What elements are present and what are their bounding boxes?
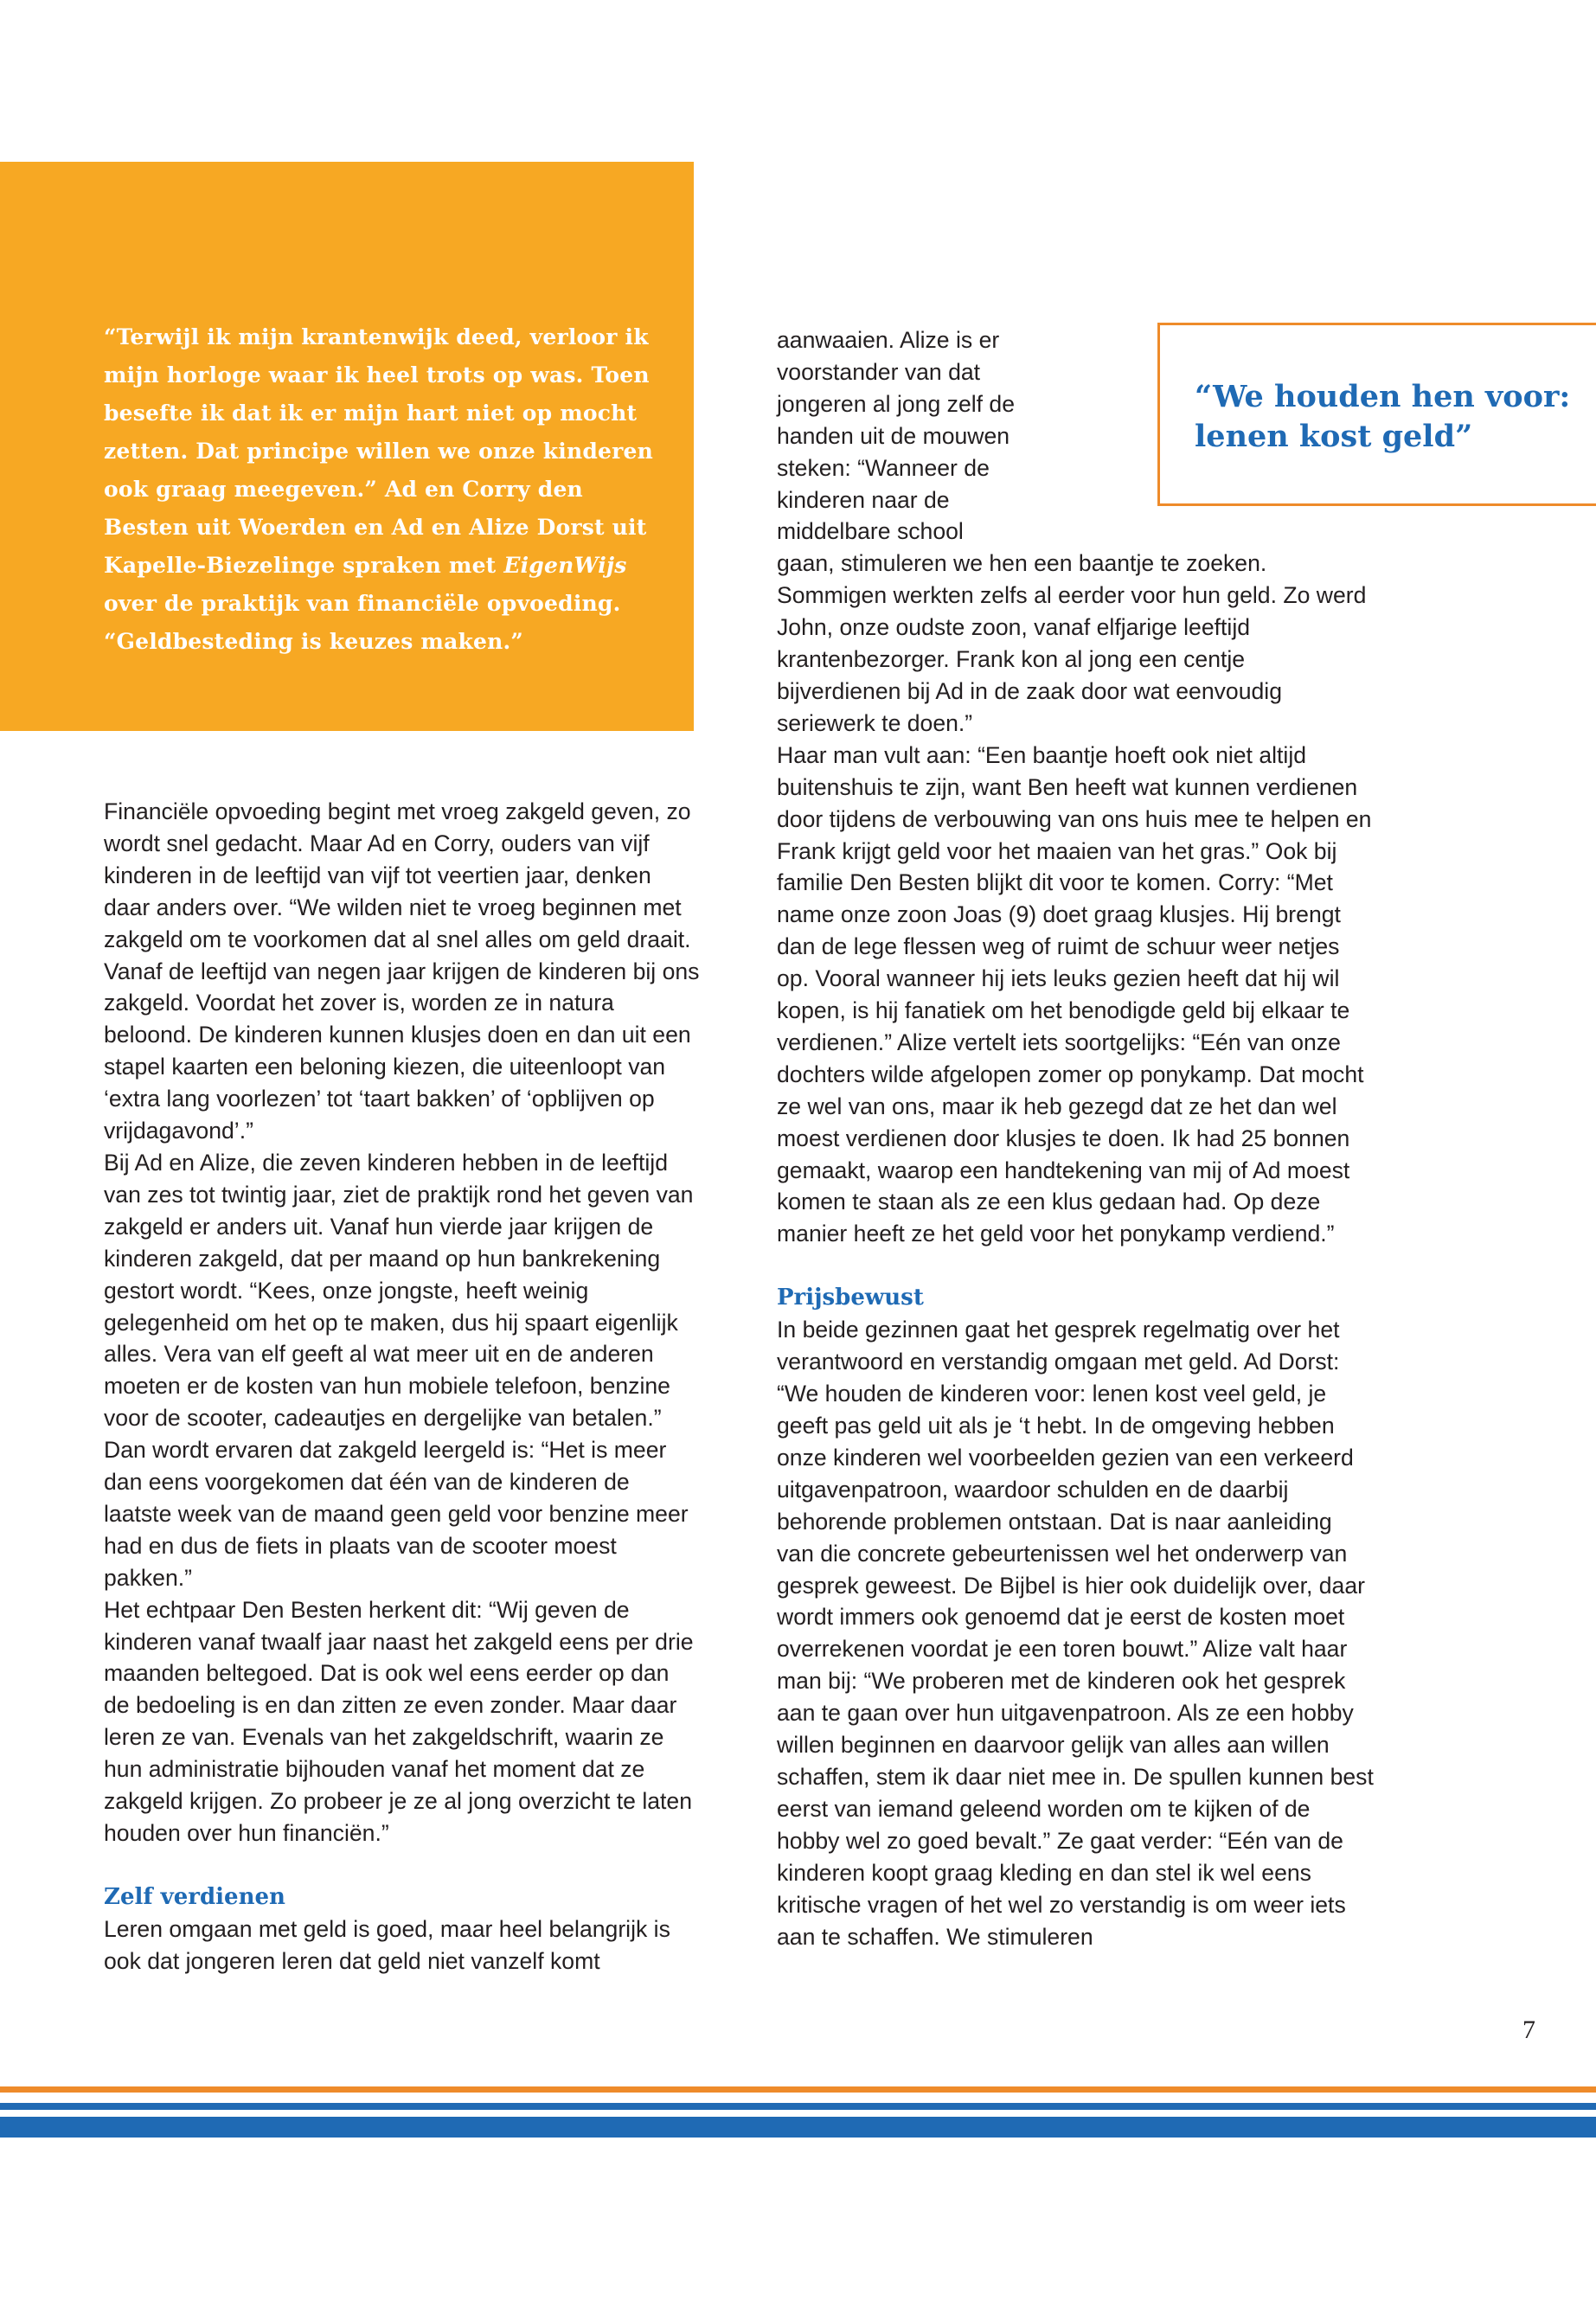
- spacer: [104, 1849, 701, 1881]
- right-column: [777, 324, 1374, 1952]
- footer-stripe-blue-thick: [0, 2117, 1596, 2138]
- magazine-name: EigenWijs: [503, 553, 627, 578]
- spacer: [777, 1250, 1374, 1282]
- left-paragraph-2: Bij Ad en Alize, die zeven kinderen hebben in de leeftijd van zes tot twintig jaar, ziet de praktijk rond het geven van zakgeld er anders uit. Vanaf hun vierde jaar krijgen de kinderen zakgeld, dat per maand op hun bankrekening gestort wordt. “Kees, onze jongste, heeft weinig gelegenheid om het op te maken, dus hij spaart eigenlijk alles. Vera van elf geeft al wat meer uit en de anderen moeten er de kosten van hun mobiele telefoon, benzine voor de scooter, cadeautjes en dergelijke van betalen.” Dan wordt ervaren dat zakgeld leergeld is: “Het is meer dan eens voorgekomen dat één van de kinderen de laatste week van de maand geen geld voor benzine meer had en dus de fiets in plaats van de scooter moest pakken.”: [104, 1149, 694, 1591]
- footer-stripe-blue-thin: [0, 2103, 1596, 2110]
- pull-quote-text: “We houden hen voor: lenen kost geld”: [1195, 379, 1571, 454]
- footer-stripe-orange: [0, 2086, 1596, 2093]
- left-paragraph-4: Leren omgaan met geld is goed, maar heel belangrijk is ook dat jongeren leren dat geld niet vanzelf komt: [104, 1915, 670, 1974]
- right-paragraph-2: Haar man vult aan: “Een baantje hoeft ook niet altijd buitenshuis te zijn, want Ben heeft wat kunnen verdienen door tijdens de verbouwing van ons huis mee te helpen en Frank krijgt geld voor het maaien van het gras.” Ook bij familie Den Besten blijkt dit voor te komen. Corry: “Met name onze zoon Joas (9) doet graag klusjes. Hij brengt dan de lege flessen weg of ruimt de schuur weer netjes op. Vooral wanneer hij iets leuks gezien heeft dat hij wil kopen, is hij fanatiek om het benodigde geld bij elkaar te verdienen.” Alize vertelt iets soortgelijks: “Eén van onze dochters wilde afgelopen zomer op ponykamp. Dat mocht ze wel van ons, maar ik heb gezegd dat ze het dan wel moest verdienen door klusjes te doen. Ik had 25 bonnen gemaakt, waarop een handtekening van mij of Ad moest komen te staan als ze een klus gedaan had. Op deze manier heeft ze het geld voor het ponykamp verdiend.”: [777, 741, 1372, 1247]
- intro-text-end: over de praktijk van financiële opvoeding. “Geldbesteding is keuzes maken.”: [104, 591, 621, 654]
- left-paragraph-1: Financiële opvoeding begint met vroeg zakgeld geven, zo wordt snel gedacht. Maar Ad en Corry, ouders van vijf kinderen in de leeftijd van vijf tot veertien jaar, denken daar anders over. “We wilden niet te vroeg beginnen met zakgeld om te voorkomen dat al snel alles om geld draait. Vanaf de leeftijd van negen jaar krijgen de kinderen bij ons zakgeld. Voordat het zover is, worden ze in natura beloond. De kinderen kunnen klusjes doen en dan uit een stapel kaarten een beloning kiezen, die uiteenloopt van ‘extra lang voorlezen’ tot ‘taart bakken’ of ‘opblijven op vrijdagavond’.”: [104, 798, 700, 1144]
- intro-text-start: “Terwijl ik mijn krantenwijk deed, verloor ik mijn horloge waar ik heel trots op was. Toen besefte ik dat ik er mijn hart niet op mocht zetten. Dat principe willen we onze kinderen ook graag meegeven.” Ad en Corry den Besten uit Woerden en Ad en Alize Dorst uit Kapelle-Biezelinge spraken met: [104, 324, 653, 578]
- heading-zelf-verdienen: Zelf verdienen: [104, 1883, 285, 1910]
- pull-quote-gap: [1019, 324, 1374, 516]
- intro-text: [104, 318, 668, 661]
- right-paragraph-1: aanwaaien. Alize is er voorstander van dat jongeren al jong zelf de handen uit de mouwen steken: “Wanneer de kinderen naar de middelbare school gaan, stimuleren we hen een baantje te zoeken. Sommigen werkten zelfs al eerder voor hun geld. Zo werd John, onze oudste zoon, vanaf elfjarige leeftijd krantenbezorger. Frank kon al jong een centje bijverdienen bij Ad in de zaak door wat eenvoudig seriewerk te doen.”: [777, 327, 1367, 736]
- left-paragraph-3: Het echtpaar Den Besten herkent dit: “Wij geven de kinderen vanaf twaalf jaar naast het zakgeld eens per drie maanden beltegoed. Dat is ook wel eens eerder op dan de bedoeling is en dan zitten ze even zonder. Maar daar leren ze van. Evenals van het zakgeldschrift, waarin ze hun administratie bijhouden vanaf het moment dat ze zakgeld krijgen. Zo probeer je ze al jong overzicht te laten houden over hun financiën.”: [104, 1596, 694, 1846]
- page-number: 7: [1522, 2016, 1535, 2044]
- heading-prijsbewust: Prijsbewust: [777, 1285, 924, 1311]
- left-column: [104, 796, 701, 1977]
- right-paragraph-3: In beide gezinnen gaat het gesprek regelmatig over het verantwoord en verstandig omgaan met geld. Ad Dorst: “We houden de kinderen voor: lenen kost veel geld, je geeft pas geld uit als je ‘t hebt. In de omgeving hebben onze kinderen wel voorbeelden gezien van een verkeerd uitgavenpatroon, waardoor schulden en de daarbij behorende problemen ontstaan. Dat is naar aanleiding van die concrete gebeurtenissen wel het onderwerp van gesprek geweest. De Bijbel is hier ook duidelijk over, daar wordt immers ook genoemd dat je eerst de kosten moet overrekenen voordat je een toren bouwt.” Alize valt haar man bij: “We proberen met de kinderen ook het gesprek aan te gaan over hun uitgavenpatroon. Als ze een hobby willen beginnen en daarvoor gelijk van alles aan willen schaffen, stem ik daar niet mee in. De spullen kunnen best eerst van iemand geleend worden om te kijken of de hobby wel zo goed bevalt.” Ze gaat verder: “Eén van de kinderen koopt graag kleding en dan stel ik wel eens kritische vragen of het wel zo verstandig is om weer iets aan te schaffen. We stimuleren: [777, 1317, 1374, 1950]
